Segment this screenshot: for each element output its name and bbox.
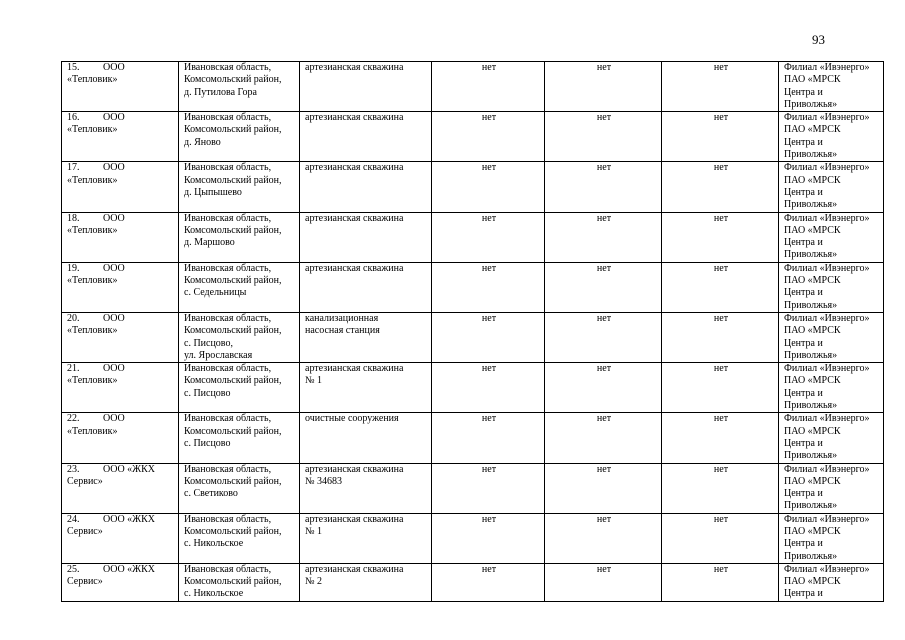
cell-value — [662, 162, 779, 212]
address-line: с. Писцово — [184, 437, 231, 449]
table-row — [62, 262, 884, 312]
value-text: нет — [596, 413, 612, 425]
value-text: нет — [596, 212, 612, 224]
cell-value — [545, 513, 662, 563]
value-text: нет — [713, 62, 729, 73]
address-line: Комсомольский район, — [184, 525, 282, 537]
cell-value — [432, 62, 545, 112]
cell-value — [432, 463, 545, 513]
grid-org-line: Филиал «Ивэнерго» — [784, 563, 870, 575]
grid-org-line: ПАО «МРСК — [784, 576, 841, 588]
value-text: нет — [713, 112, 729, 124]
table-row — [62, 112, 884, 162]
cell-address — [179, 463, 300, 513]
table-row — [62, 563, 884, 601]
row-number: 19. — [67, 262, 80, 274]
address-line: Комсомольский район, — [184, 74, 282, 86]
cell-address — [179, 513, 300, 563]
org-name-line: ООО — [103, 262, 125, 274]
address-line: д. Путилова Гора — [184, 86, 257, 98]
cell-org — [62, 363, 179, 413]
address-line: с. Никольское — [184, 588, 244, 600]
cell-address — [179, 212, 300, 262]
org-name-line: «Тепловик» — [67, 275, 118, 287]
value-text: нет — [713, 312, 729, 324]
cell-value — [432, 312, 545, 362]
value-text: нет — [481, 413, 497, 425]
address-line: Ивановская область, — [184, 563, 272, 575]
address-line: Ивановская область, — [184, 62, 272, 73]
grid-org-line: Центра и — [784, 337, 823, 349]
address-line: Комсомольский район, — [184, 224, 282, 236]
grid-org-line: Филиал «Ивэнерго» — [784, 463, 870, 475]
cell-value — [432, 162, 545, 212]
cell-value — [662, 513, 779, 563]
org-name-line: «Тепловик» — [67, 224, 118, 236]
cell-value — [545, 363, 662, 413]
value-text: нет — [481, 262, 497, 274]
org-first-line — [67, 464, 175, 476]
cell-org — [62, 262, 179, 312]
cell-object — [300, 62, 432, 112]
row-number: 16. — [67, 112, 80, 124]
value-text: нет — [596, 262, 612, 274]
value-text: нет — [713, 212, 729, 224]
object-line: артезианская скважина — [305, 262, 404, 274]
value-text: нет — [481, 563, 497, 575]
table-body — [62, 62, 884, 602]
address-line: д. Маршово — [184, 237, 235, 249]
cell-value — [662, 312, 779, 362]
address-line: ул. Ярославская — [184, 349, 253, 361]
cell-grid-org — [779, 162, 884, 212]
grid-org-line: Приволжья» — [784, 199, 838, 211]
grid-org-line: ПАО «МРСК — [784, 325, 841, 337]
cell-value — [662, 262, 779, 312]
cell-address — [179, 563, 300, 601]
org-first-line — [67, 514, 175, 526]
value-text: нет — [713, 513, 729, 525]
cell-object — [300, 413, 432, 463]
grid-org-line: Центра и — [784, 488, 823, 500]
grid-org-line: Приволжья» — [784, 550, 838, 562]
address-line: с. Седельницы — [184, 287, 247, 299]
cell-address — [179, 413, 300, 463]
cell-org — [62, 513, 179, 563]
cell-grid-org — [779, 513, 884, 563]
value-text: нет — [596, 62, 612, 73]
value-text: нет — [596, 112, 612, 124]
org-name-line: ООО — [103, 413, 125, 425]
org-first-line — [67, 363, 175, 375]
grid-org-line: ПАО «МРСК — [784, 375, 841, 387]
cell-value — [545, 162, 662, 212]
row-number: 15. — [67, 62, 80, 73]
address-line: с. Писцово — [184, 387, 231, 399]
address-line: Ивановская область, — [184, 363, 272, 375]
address-line: Комсомольский район, — [184, 325, 282, 337]
grid-org-line: Центра и — [784, 287, 823, 299]
cell-org — [62, 212, 179, 262]
row-number: 20. — [67, 312, 80, 324]
grid-org-line: Филиал «Ивэнерго» — [784, 312, 870, 324]
cell-grid-org — [779, 413, 884, 463]
address-line: Ивановская область, — [184, 112, 272, 124]
value-text: нет — [481, 463, 497, 475]
grid-org-line: Центра и — [784, 136, 823, 148]
org-name-line: ООО — [103, 62, 125, 73]
org-name-line: ООО — [103, 162, 125, 174]
address-line: Ивановская область, — [184, 312, 272, 324]
value-text: нет — [481, 162, 497, 174]
cell-value — [545, 212, 662, 262]
cell-value — [545, 413, 662, 463]
grid-org-line: Центра и — [784, 437, 823, 449]
cell-value — [545, 463, 662, 513]
object-line: насосная станция — [305, 325, 380, 337]
cell-value — [432, 212, 545, 262]
grid-org-line: Центра и — [784, 588, 823, 600]
org-name-line: ООО «ЖКХ — [103, 563, 156, 575]
object-line: артезианская скважина — [305, 162, 404, 174]
value-text: нет — [596, 162, 612, 174]
org-name-line: «Тепловик» — [67, 425, 118, 437]
cell-grid-org — [779, 363, 884, 413]
object-line: артезианская скважина — [305, 563, 404, 575]
address-line: д. Цыпышево — [184, 186, 242, 198]
cell-object — [300, 463, 432, 513]
object-line: артезианская скважина — [305, 62, 404, 73]
address-line: Комсомольский район, — [184, 425, 282, 437]
grid-org-line: Приволжья» — [784, 349, 838, 361]
cell-address — [179, 363, 300, 413]
address-line: с. Писцово, — [184, 337, 233, 349]
cell-value — [432, 262, 545, 312]
object-line: № 1 — [305, 525, 323, 537]
address-line: Комсомольский район, — [184, 576, 282, 588]
address-line: с. Светиково — [184, 488, 238, 500]
cell-object — [300, 363, 432, 413]
cell-grid-org — [779, 262, 884, 312]
row-number: 17. — [67, 162, 80, 174]
row-number: 25. — [67, 563, 80, 575]
grid-org-line: Приволжья» — [784, 149, 838, 161]
address-line: Комсомольский район, — [184, 124, 282, 136]
value-text: нет — [596, 513, 612, 525]
org-first-line — [67, 112, 175, 124]
cell-grid-org — [779, 312, 884, 362]
cell-org — [62, 62, 179, 112]
cell-object — [300, 212, 432, 262]
object-line: № 34683 — [305, 475, 343, 487]
org-name-line: «Тепловик» — [67, 174, 118, 186]
org-name-line: «Тепловик» — [67, 124, 118, 136]
address-line: Ивановская область, — [184, 513, 272, 525]
address-line: Комсомольский район, — [184, 275, 282, 287]
value-text: нет — [596, 312, 612, 324]
table-row — [62, 513, 884, 563]
address-line: Ивановская область, — [184, 162, 272, 174]
object-line: очистные сооружения — [305, 413, 399, 425]
table-row — [62, 463, 884, 513]
value-text: нет — [596, 563, 612, 575]
cell-grid-org — [779, 212, 884, 262]
cell-value — [662, 363, 779, 413]
cell-value — [432, 413, 545, 463]
cell-value — [662, 62, 779, 112]
cell-org — [62, 312, 179, 362]
cell-object — [300, 262, 432, 312]
grid-org-line: Филиал «Ивэнерго» — [784, 212, 870, 224]
cell-object — [300, 563, 432, 601]
grid-org-line: Приволжья» — [784, 400, 838, 412]
cell-value — [432, 513, 545, 563]
org-first-line — [67, 413, 175, 425]
org-name-line: ООО — [103, 363, 125, 375]
facilities-table — [61, 61, 884, 602]
org-name-line: ООО «ЖКХ — [103, 513, 156, 525]
grid-org-line: ПАО «МРСК — [784, 224, 841, 236]
org-first-line — [67, 62, 175, 74]
cell-object — [300, 162, 432, 212]
cell-value — [662, 563, 779, 601]
value-text: нет — [481, 513, 497, 525]
org-name-line: ООО — [103, 312, 125, 324]
row-number: 18. — [67, 212, 80, 224]
object-line: артезианская скважина — [305, 112, 404, 124]
object-line: артезианская скважина — [305, 212, 404, 224]
row-number: 21. — [67, 363, 80, 375]
cell-grid-org — [779, 563, 884, 601]
cell-address — [179, 262, 300, 312]
grid-org-line: ПАО «МРСК — [784, 475, 841, 487]
grid-org-line: Филиал «Ивэнерго» — [784, 112, 870, 124]
table-row — [62, 62, 884, 112]
grid-org-line: ПАО «МРСК — [784, 525, 841, 537]
grid-org-line: Центра и — [784, 237, 823, 249]
grid-org-line: Приволжья» — [784, 249, 838, 261]
cell-org — [62, 112, 179, 162]
grid-org-line: Филиал «Ивэнерго» — [784, 413, 870, 425]
org-name-line: Сервис» — [67, 525, 103, 537]
grid-org-line: ПАО «МРСК — [784, 275, 841, 287]
value-text: нет — [713, 413, 729, 425]
org-name-line: Сервис» — [67, 475, 103, 487]
grid-org-line: ПАО «МРСК — [784, 174, 841, 186]
value-text: нет — [596, 363, 612, 375]
cell-address — [179, 312, 300, 362]
table-row — [62, 363, 884, 413]
page-number: 93 — [812, 32, 825, 47]
grid-org-line: Филиал «Ивэнерго» — [784, 363, 870, 375]
cell-value — [662, 112, 779, 162]
cell-address — [179, 62, 300, 112]
object-line: артезианская скважина — [305, 463, 404, 475]
cell-value — [432, 112, 545, 162]
row-number: 22. — [67, 413, 80, 425]
object-line: артезианская скважина — [305, 513, 404, 525]
grid-org-line: Центра и — [784, 538, 823, 550]
cell-value — [662, 413, 779, 463]
cell-org — [62, 413, 179, 463]
address-line: Ивановская область, — [184, 212, 272, 224]
address-line: Комсомольский район, — [184, 375, 282, 387]
object-line: № 1 — [305, 375, 323, 387]
org-name-line: «Тепловик» — [67, 375, 118, 387]
table-row — [62, 212, 884, 262]
value-text: нет — [713, 262, 729, 274]
grid-org-line: Центра и — [784, 86, 823, 98]
address-line: Комсомольский район, — [184, 174, 282, 186]
value-text: нет — [481, 112, 497, 124]
object-line: № 2 — [305, 576, 323, 588]
value-text: нет — [713, 463, 729, 475]
grid-org-line: Приволжья» — [784, 98, 838, 110]
org-name-line: ООО — [103, 212, 125, 224]
cell-value — [545, 312, 662, 362]
cell-value — [545, 62, 662, 112]
value-text: нет — [481, 212, 497, 224]
cell-grid-org — [779, 112, 884, 162]
address-line: Комсомольский район, — [184, 475, 282, 487]
address-line: Ивановская область, — [184, 262, 272, 274]
object-line: артезианская скважина — [305, 363, 404, 375]
table-row — [62, 312, 884, 362]
cell-value — [662, 212, 779, 262]
value-text: нет — [481, 62, 497, 73]
grid-org-line: Филиал «Ивэнерго» — [784, 62, 870, 73]
table-row — [62, 162, 884, 212]
value-text: нет — [713, 563, 729, 575]
grid-org-line: ПАО «МРСК — [784, 74, 841, 86]
address-line: д. Яново — [184, 136, 221, 148]
cell-object — [300, 112, 432, 162]
cell-address — [179, 112, 300, 162]
grid-org-line: Приволжья» — [784, 450, 838, 462]
grid-org-line: Центра и — [784, 387, 823, 399]
cell-value — [545, 112, 662, 162]
cell-org — [62, 162, 179, 212]
cell-value — [432, 563, 545, 601]
org-name-line: «Тепловик» — [67, 74, 118, 86]
address-line: Ивановская область, — [184, 463, 272, 475]
value-text: нет — [713, 162, 729, 174]
cell-grid-org — [779, 463, 884, 513]
grid-org-line: Приволжья» — [784, 500, 838, 512]
cell-value — [545, 563, 662, 601]
object-line: канализационная — [305, 312, 379, 324]
org-name-line: «Тепловик» — [67, 325, 118, 337]
value-text: нет — [596, 463, 612, 475]
value-text: нет — [481, 363, 497, 375]
cell-object — [300, 312, 432, 362]
address-line: Ивановская область, — [184, 413, 272, 425]
value-text: нет — [481, 312, 497, 324]
cell-org — [62, 563, 179, 601]
table-row — [62, 413, 884, 463]
row-number: 24. — [67, 513, 80, 525]
grid-org-line: Филиал «Ивэнерго» — [784, 513, 870, 525]
org-name-line: ООО «ЖКХ — [103, 463, 156, 475]
grid-org-line: ПАО «МРСК — [784, 124, 841, 136]
grid-org-line: Филиал «Ивэнерго» — [784, 162, 870, 174]
cell-value — [662, 463, 779, 513]
org-first-line — [67, 162, 175, 174]
cell-value — [545, 262, 662, 312]
grid-org-line: Филиал «Ивэнерго» — [784, 262, 870, 274]
grid-org-line: Приволжья» — [784, 299, 838, 311]
org-first-line — [67, 313, 175, 325]
value-text: нет — [713, 363, 729, 375]
grid-org-line: Центра и — [784, 186, 823, 198]
cell-object — [300, 513, 432, 563]
cell-value — [432, 363, 545, 413]
org-first-line — [67, 263, 175, 275]
cell-org — [62, 463, 179, 513]
cell-grid-org — [779, 62, 884, 112]
address-line: с. Никольское — [184, 538, 244, 550]
org-first-line — [67, 213, 175, 225]
cell-address — [179, 162, 300, 212]
org-name-line: Сервис» — [67, 576, 103, 588]
org-first-line — [67, 564, 175, 576]
row-number: 23. — [67, 463, 80, 475]
org-name-line: ООО — [103, 112, 125, 124]
grid-org-line: ПАО «МРСК — [784, 425, 841, 437]
